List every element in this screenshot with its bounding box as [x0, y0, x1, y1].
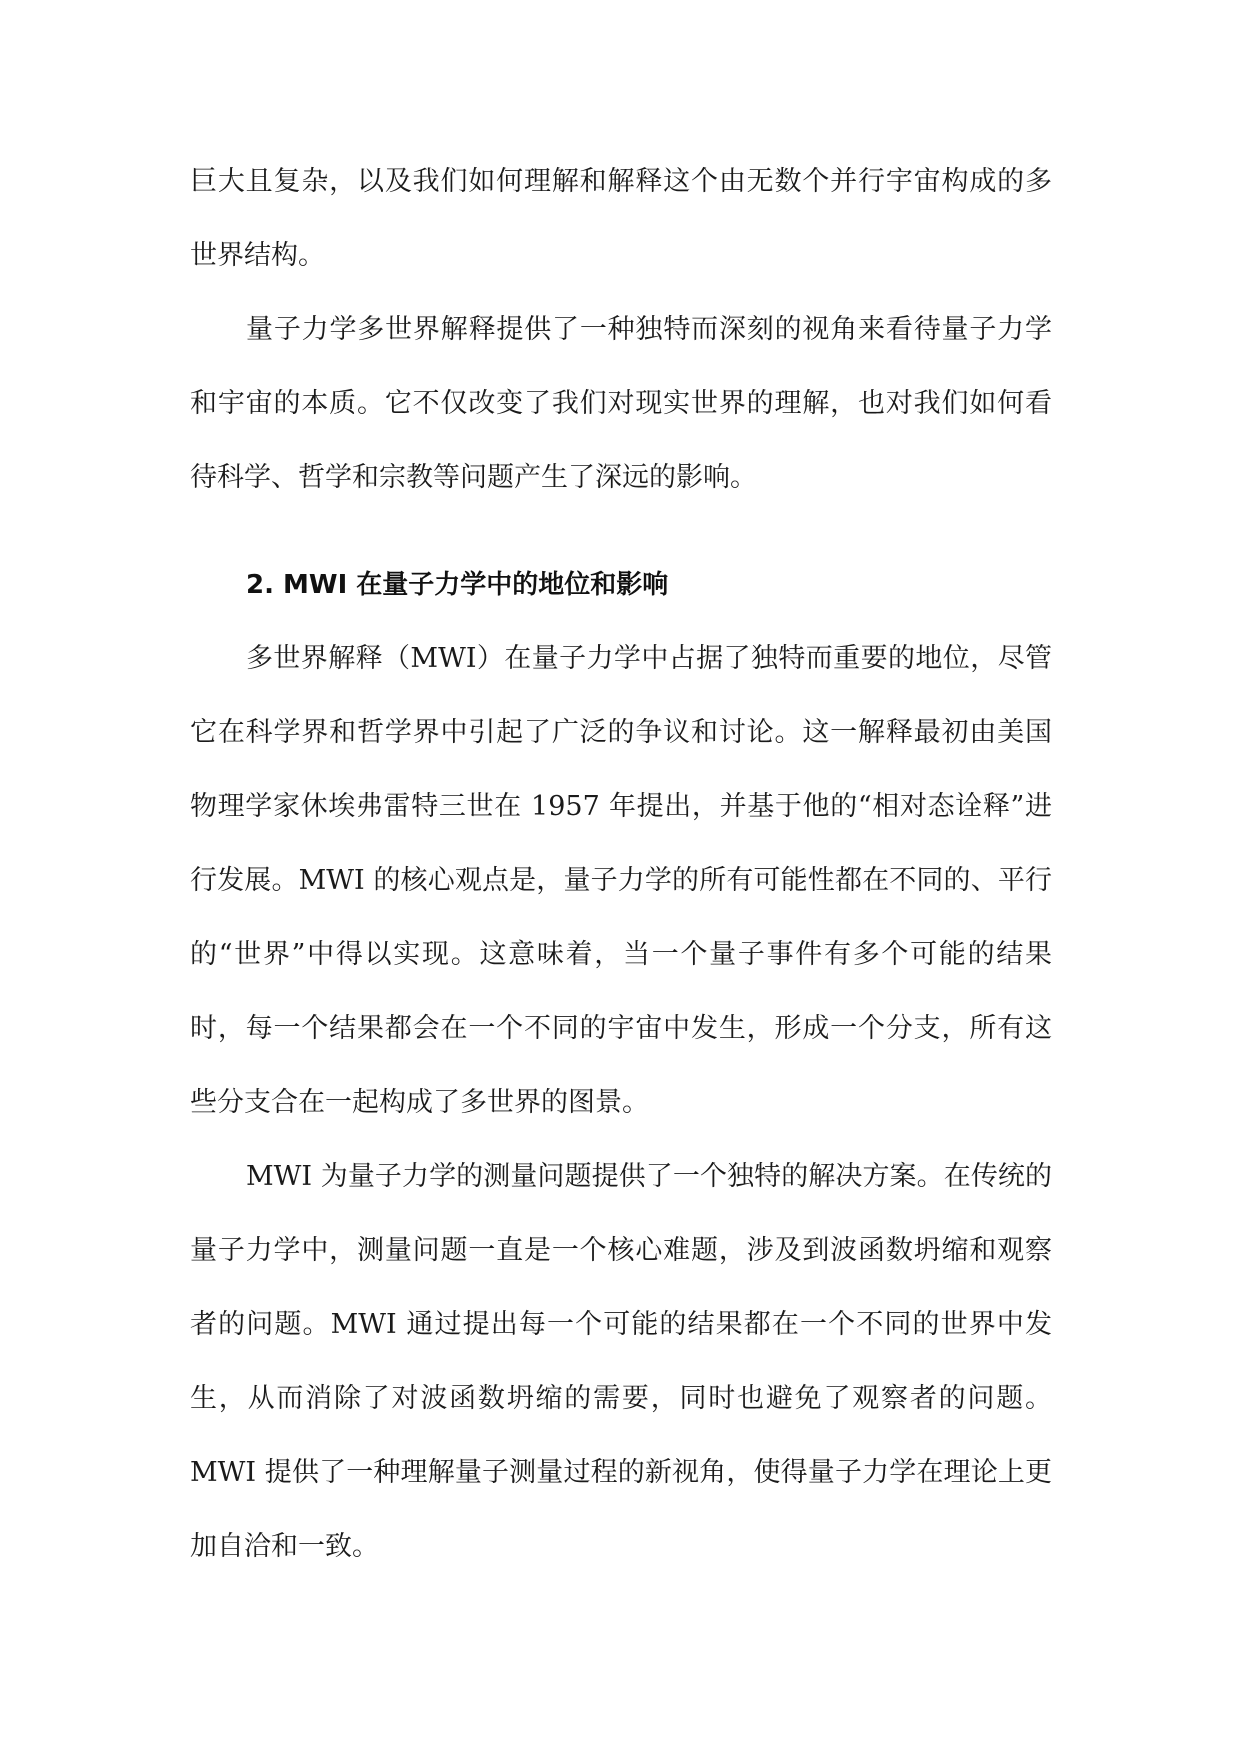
paragraph-mwi-perspective: 量子力学多世界解释提供了一种独特而深刻的视角来看待量子力学和宇宙的本质。它不仅改变了我们对现实世界的理解，也对我们如何看待科学、哲学和宗教等问题产生了深远的影响。: [190, 314, 1052, 493]
paragraph-mwi-status: 多世界解释（MWI）在量子力学中占据了独特而重要的地位，尽管它在科学界和哲学界中引起了广泛的争议和讨论。这一解释最初由美国物理学家休埃弗雷特三世在 1957 年提出，并基于他的“相对态诠释”进行发展。MWI 的核心观点是，量子力学的所有可能性都在不同的、平行的“世界”中得以实现。这意味着，当一个量子事件有多个可能的结果时，每一个结果都会在一个不同的宇宙中发生，形成一个分支，所有这些分支合在一起构成了多世界的图景。: [190, 643, 1052, 1118]
paragraph-mwi-measurement: MWI 为量子力学的测量问题提供了一个独特的解决方案。在传统的量子力学中，测量问题一直是一个核心难题，涉及到波函数坍缩和观察者的问题。MWI 通过提出每一个可能的结果都在一个不同的世界中发生，从而消除了对波函数坍缩的需要，同时也避免了观察者的问题。MWI 提供了一种理解量子测量过程的新视角，使得量子力学在理论上更加自洽和一致。: [190, 1161, 1052, 1562]
document-body: [190, 145, 1052, 1584]
section-heading: 2. MWI 在量子力学中的地位和影响: [246, 570, 669, 600]
paragraph-continuation: 巨大且复杂，以及我们如何理解和解释这个由无数个并行宇宙构成的多世界结构。: [190, 166, 1052, 271]
